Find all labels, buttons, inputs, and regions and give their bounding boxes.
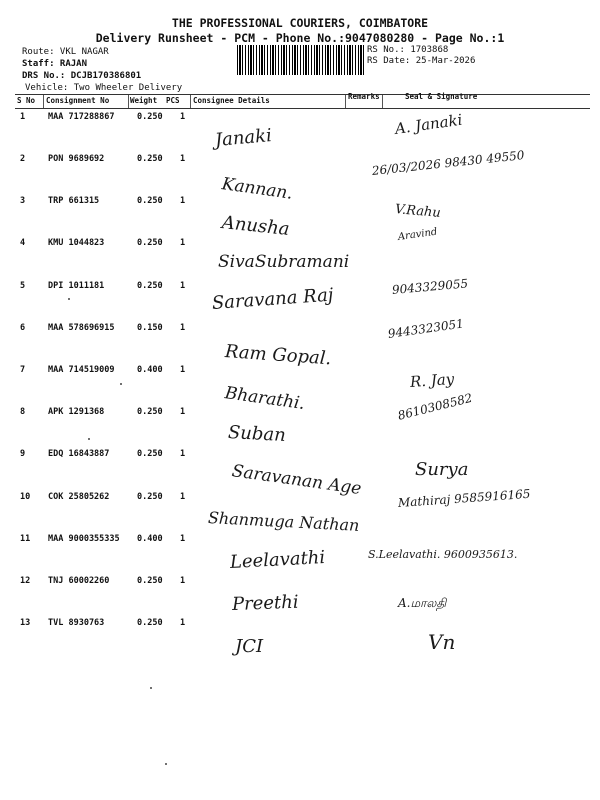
row-consignee-signature: Shanmuga Nathan bbox=[207, 508, 360, 535]
row-consignee-signature: Anusha bbox=[220, 212, 291, 241]
row-consignment-no: MAA 578696915 bbox=[48, 323, 115, 333]
row-pcs: 1 bbox=[180, 618, 186, 628]
row-seal-signature: A.மாலதி bbox=[398, 596, 447, 610]
row-pcs: 1 bbox=[180, 576, 186, 586]
row-pcs: 1 bbox=[180, 407, 186, 417]
header-top-rule bbox=[15, 94, 590, 95]
row-consignment-no: MAA 9000355335 bbox=[48, 534, 120, 544]
row-seal-signature: Aravind bbox=[397, 226, 439, 243]
row-seal-signature: 8610308582 bbox=[396, 390, 474, 423]
row-consignment-no: COK 25805262 bbox=[48, 492, 110, 502]
row-consignee-signature: Preethi bbox=[231, 591, 299, 615]
row-consignment-no: DPI 1011181 bbox=[48, 281, 105, 291]
row-sno: 10 bbox=[20, 492, 31, 502]
row-pcs: 1 bbox=[180, 492, 186, 502]
row-sno: 7 bbox=[20, 365, 26, 375]
row-seal-signature: S.Leelavathi. 9600935613. bbox=[368, 548, 518, 561]
row-sno: 9 bbox=[20, 449, 26, 459]
vehicle-label: Vehicle: Two Wheeler Delivery bbox=[25, 83, 183, 93]
row-pcs: 1 bbox=[180, 323, 186, 333]
col-weight: Weight bbox=[130, 96, 158, 105]
row-seal-signature: 9043329055 bbox=[391, 276, 469, 297]
barcode-image bbox=[237, 45, 365, 75]
staff-label: Staff: RAJAN bbox=[22, 59, 88, 69]
row-consignee-signature: Saravanan Age bbox=[230, 461, 363, 500]
row-pcs: 1 bbox=[180, 154, 186, 164]
drs-number: DRS No.: DCJB170386801 bbox=[22, 71, 142, 81]
row-pcs: 1 bbox=[180, 281, 186, 291]
row-weight: 0.250 bbox=[137, 449, 163, 459]
row-consignment-no: PON 9689692 bbox=[48, 154, 105, 164]
route-label: Route: VKL NAGAR bbox=[22, 47, 109, 57]
row-consignment-no: MAA 717288867 bbox=[48, 112, 115, 122]
row-pcs: 1 bbox=[180, 534, 186, 544]
row-consignee-signature: SivaSubramani bbox=[218, 252, 350, 272]
row-seal-signature: R. Jay bbox=[409, 369, 455, 391]
row-consignee-signature: Bharathi. bbox=[223, 383, 307, 415]
row-weight: 0.250 bbox=[137, 618, 163, 628]
row-sno: 11 bbox=[20, 534, 31, 544]
row-pcs: 1 bbox=[180, 365, 186, 375]
row-consignee-signature: Leelavathi bbox=[229, 547, 326, 573]
row-consignment-no: TNJ 60002260 bbox=[48, 576, 110, 586]
row-weight: 0.250 bbox=[137, 196, 163, 206]
row-weight: 0.250 bbox=[137, 492, 163, 502]
row-pcs: 1 bbox=[180, 449, 186, 459]
row-seal-signature: Vn bbox=[428, 630, 456, 654]
row-weight: 0.250 bbox=[137, 112, 163, 122]
row-weight: 0.400 bbox=[137, 365, 163, 375]
row-consignment-no: APK 1291368 bbox=[48, 407, 105, 417]
row-consignment-no: MAA 714519009 bbox=[48, 365, 115, 375]
row-consignment-no: EDQ 16843887 bbox=[48, 449, 110, 459]
runsheet-subtitle: Delivery Runsheet - PCM - Phone No.:9047080280 - Page No.:1 bbox=[95, 31, 505, 45]
row-seal-signature: A. Janaki bbox=[393, 110, 464, 138]
row-sno: 6 bbox=[20, 323, 26, 333]
col-consignee: Consignee Details bbox=[193, 96, 270, 105]
row-weight: 0.250 bbox=[137, 154, 163, 164]
row-sno: 13 bbox=[20, 618, 31, 628]
row-weight: 0.250 bbox=[137, 238, 163, 248]
row-sno: 3 bbox=[20, 196, 26, 206]
row-consignee-signature: Kannan. bbox=[220, 174, 294, 204]
header-bottom-rule bbox=[15, 108, 590, 109]
row-seal-signature: V.Rahu bbox=[394, 202, 442, 221]
col-sno: S No bbox=[17, 96, 36, 105]
row-consignee-signature: JCI bbox=[235, 636, 264, 657]
row-consignee-signature: Saravana Raj bbox=[211, 284, 335, 314]
row-pcs: 1 bbox=[180, 238, 186, 248]
row-pcs: 1 bbox=[180, 196, 186, 206]
row-weight: 0.250 bbox=[137, 281, 163, 291]
row-pcs: 1 bbox=[180, 112, 186, 122]
row-sno: 4 bbox=[20, 238, 26, 248]
row-seal-signature: 26/03/2026 98430 49550 bbox=[371, 148, 526, 178]
company-title: THE PROFESSIONAL COURIERS, COIMBATORE bbox=[171, 16, 429, 30]
row-sno: 12 bbox=[20, 576, 31, 586]
rs-number: RS No.: 1703868 bbox=[367, 45, 449, 55]
row-weight: 0.150 bbox=[137, 323, 163, 333]
col-pcs: PCS bbox=[166, 96, 180, 105]
row-sno: 5 bbox=[20, 281, 26, 291]
row-consignee-signature: Ram Gopal. bbox=[224, 341, 332, 370]
row-weight: 0.250 bbox=[137, 576, 163, 586]
rs-date: RS Date: 25-Mar-2026 bbox=[367, 56, 476, 66]
col-remarks: Remarks bbox=[348, 92, 380, 101]
row-seal-signature: Surya bbox=[415, 459, 469, 480]
row-weight: 0.250 bbox=[137, 407, 163, 417]
row-consignment-no: TVL 8930763 bbox=[48, 618, 105, 628]
row-weight: 0.400 bbox=[137, 534, 163, 544]
row-consignment-no: TRP 661315 bbox=[48, 196, 100, 206]
row-sno: 8 bbox=[20, 407, 26, 417]
col-consignment: Consignment No bbox=[46, 96, 110, 105]
row-sno: 2 bbox=[20, 154, 26, 164]
row-consignment-no: KMU 1044823 bbox=[48, 238, 105, 248]
row-sno: 1 bbox=[20, 112, 26, 122]
row-consignee-signature: Suban bbox=[227, 422, 287, 447]
row-seal-signature: Mathiraj 9585916165 bbox=[397, 486, 531, 510]
row-consignee-signature: Janaki bbox=[214, 125, 273, 151]
col-seal: Seal & Signature bbox=[405, 92, 478, 101]
row-seal-signature: 9443323051 bbox=[387, 316, 465, 341]
